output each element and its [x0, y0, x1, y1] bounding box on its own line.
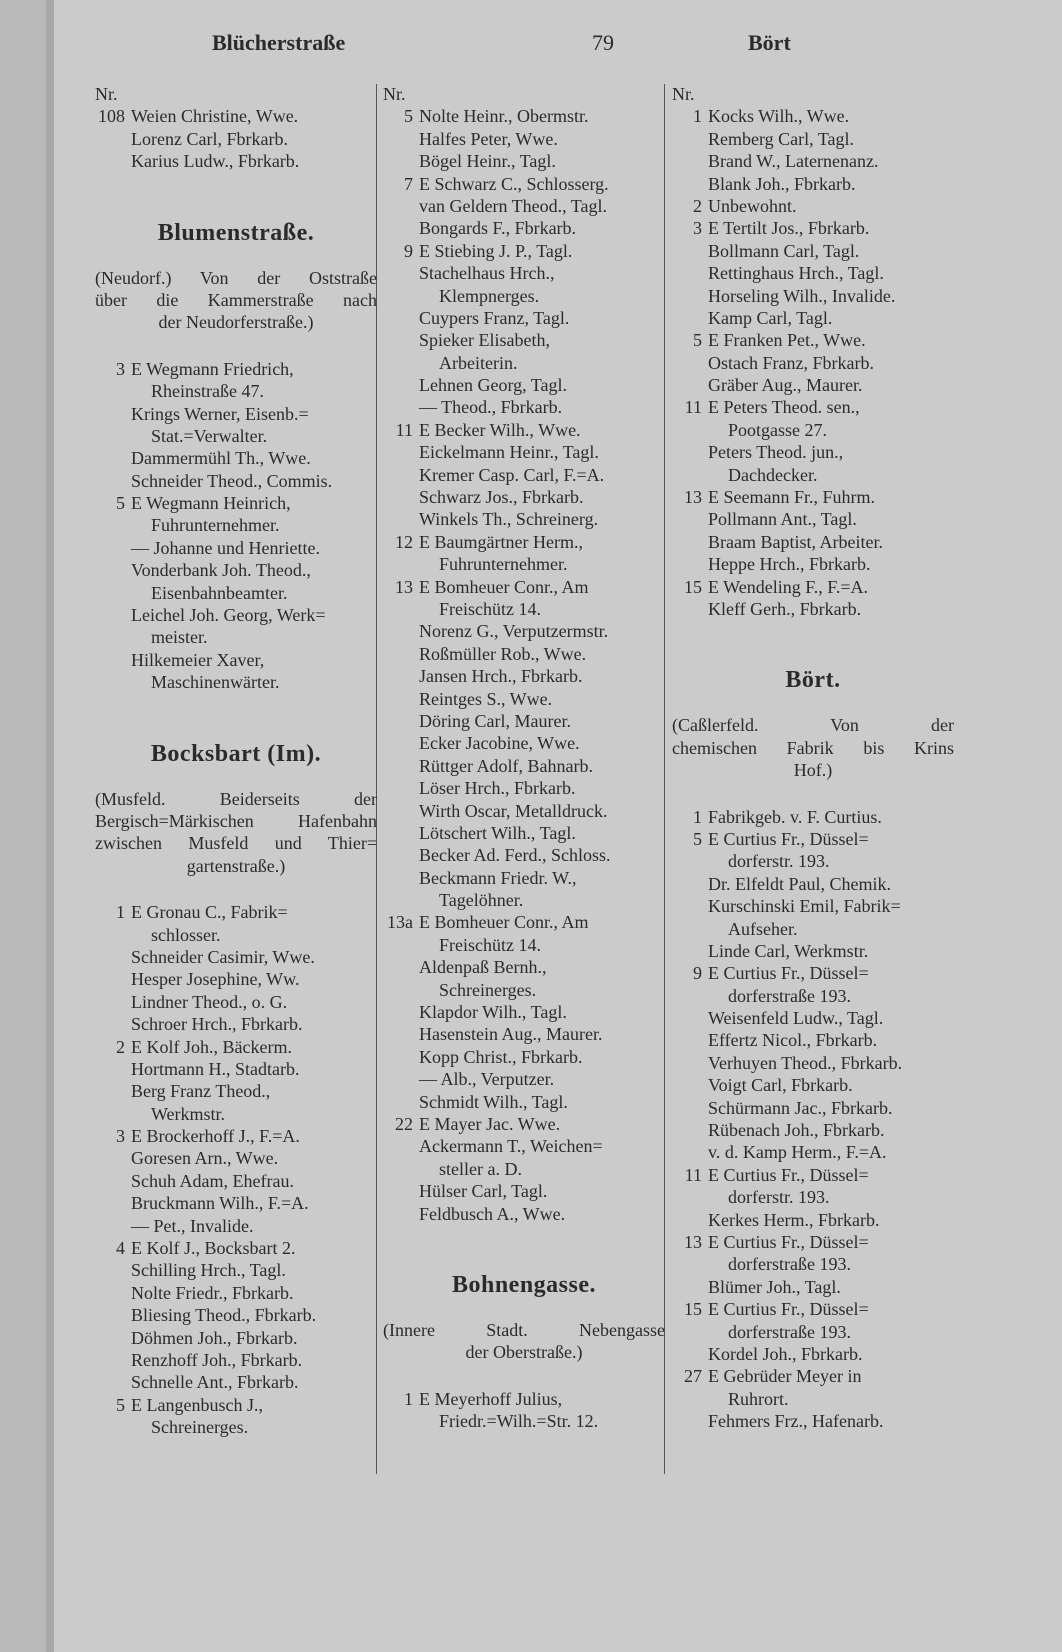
resident-entry: Rüttger Adolf, Bahnarb. — [419, 755, 593, 776]
resident-text: E Bomheuer Conr., Am — [419, 576, 589, 597]
continuation-line: dorferstraße 193. — [728, 1254, 851, 1275]
house-number: 11 — [684, 1164, 702, 1185]
house-entry — [672, 1231, 954, 1253]
resident-entry: Aldenpaß Bernh., — [419, 957, 547, 978]
resident-text: E Wendeling F., F.=A. — [708, 576, 868, 597]
page-edge — [46, 0, 54, 1652]
house-entry — [95, 1036, 377, 1058]
resident-entry: Pollmann Ant., Tagl. — [708, 509, 857, 530]
street-description — [95, 267, 377, 334]
resident-entry: Horseling Wilh., Invalide. — [708, 285, 896, 306]
house-entry — [383, 531, 665, 553]
house-entry — [672, 195, 954, 217]
resident-entry: — Pet., Invalide. — [131, 1215, 254, 1236]
house-number: 1 — [116, 902, 125, 923]
resident-entry: Gräber Aug., Maurer. — [708, 375, 863, 396]
house-entry — [672, 105, 954, 127]
house-entry — [383, 173, 665, 195]
house-number: 4 — [116, 1238, 125, 1259]
resident-entry: Kopp Christ., Fbrkarb. — [419, 1046, 583, 1067]
resident-entry: Voigt Carl, Fbrkarb. — [708, 1075, 853, 1096]
continuation-line: Rheinstraße 47. — [151, 381, 264, 402]
continuation-line: dorferstr. 193. — [728, 851, 830, 872]
house-entry — [672, 576, 954, 598]
house-entry — [383, 240, 665, 262]
column-label: Nr. — [95, 84, 118, 104]
house-number: 11 — [684, 397, 702, 418]
resident-text: Fabrikgeb. v. F. Curtius. — [708, 806, 882, 827]
continuation-line: Klempnerges. — [439, 285, 540, 306]
resident-text: E Gebrüder Meyer in — [708, 1366, 862, 1387]
house-number: 13a — [387, 912, 413, 933]
resident-entry: — Johanne und Henriette. — [131, 537, 320, 558]
house-number: 5 — [693, 828, 702, 849]
resident-entry: Bruckmann Wilh., F.=A. — [131, 1193, 309, 1214]
resident-entry: Leichel Joh. Georg, Werk= — [131, 605, 326, 626]
continuation-line: Eisenbahnbeamter. — [151, 582, 288, 603]
house-number: 1 — [693, 806, 702, 827]
resident-entry: Braam Baptist, Arbeiter. — [708, 531, 883, 552]
street-heading: Bohnengasse. — [451, 1271, 597, 1298]
continuation-line: Freischütz 14. — [439, 598, 541, 619]
street-description — [672, 714, 954, 781]
resident-text: E Wegmann Friedrich, — [131, 358, 294, 379]
continuation-line: Stat.=Verwalter. — [151, 425, 268, 446]
house-number: 2 — [693, 195, 702, 216]
resident-text: E Kolf J., Bocksbart 2. — [131, 1238, 296, 1259]
resident-entry: Fehmers Frz., Hafenarb. — [708, 1411, 884, 1432]
resident-entry: Bongards F., Fbrkarb. — [419, 218, 577, 239]
house-entry — [672, 396, 954, 418]
description-line: (Musfeld. Beiderseits der — [95, 788, 377, 809]
house-entry — [672, 486, 954, 508]
house-entry — [95, 105, 377, 127]
continuation-line: dorferstr. 193. — [728, 1187, 830, 1208]
street-description — [95, 788, 377, 878]
house-entry — [383, 1388, 665, 1410]
resident-entry: Linde Carl, Werkmstr. — [708, 940, 869, 961]
resident-entry: Hortmann H., Stadtarb. — [131, 1058, 300, 1079]
continuation-line: Friedr.=Wilh.=Str. 12. — [439, 1411, 599, 1432]
house-number: 5 — [693, 330, 702, 351]
resident-entry: Bollmann Carl, Tagl. — [708, 240, 860, 261]
resident-entry: Krings Werner, Eisenb.= — [131, 403, 309, 424]
house-number: 11 — [395, 419, 413, 440]
continuation-line: Werkmstr. — [151, 1103, 226, 1124]
description-line: (Neudorf.) Von der Oststraße — [95, 267, 377, 288]
column-2 — [383, 83, 665, 1432]
resident-entry: Stachelhaus Hrch., — [419, 263, 555, 284]
running-header-right: Bört — [748, 30, 791, 55]
house-entry — [383, 576, 665, 598]
resident-text: E Schwarz C., Schlosserg. — [419, 173, 609, 194]
house-entry — [672, 1365, 954, 1387]
house-number: 12 — [395, 531, 413, 552]
resident-entry: Lorenz Carl, Fbrkarb. — [131, 128, 288, 149]
resident-entry: Klapdor Wilh., Tagl. — [419, 1002, 567, 1023]
resident-entry: Nolte Friedr., Fbrkarb. — [131, 1282, 294, 1303]
resident-entry: v. d. Kamp Herm., F.=A. — [708, 1142, 887, 1163]
house-number: 5 — [404, 106, 413, 127]
resident-entry: Verhuyen Theod., Fbrkarb. — [708, 1052, 903, 1073]
resident-entry: Blümer Joh., Tagl. — [708, 1276, 841, 1297]
resident-entry: Brand W., Laternenanz. — [708, 151, 879, 172]
house-entry — [672, 806, 954, 828]
resident-entry: van Geldern Theod., Tagl. — [419, 195, 608, 216]
resident-text: E Peters Theod. sen., — [708, 397, 860, 418]
resident-entry: Kleff Gerh., Fbrkarb. — [708, 598, 862, 619]
resident-entry: Norenz G., Verputzermstr. — [419, 621, 609, 642]
house-entry — [383, 1113, 665, 1135]
running-header-left: Blücherstraße — [212, 30, 346, 55]
resident-entry: Effertz Nicol., Fbrkarb. — [708, 1030, 878, 1051]
house-number: 15 — [684, 576, 702, 597]
resident-text: E Seemann Fr., Fuhrm. — [708, 487, 875, 508]
house-number: 5 — [116, 1394, 125, 1415]
resident-entry: Spieker Elisabeth, — [419, 330, 550, 351]
column-label: Nr. — [672, 84, 695, 104]
house-number: 108 — [98, 106, 125, 127]
resident-entry: Schneider Casimir, Wwe. — [131, 946, 315, 967]
continuation-line: Fuhrunternehmer. — [439, 554, 568, 575]
resident-text: E Gronau C., Fabrik= — [131, 902, 288, 923]
resident-text: E Meyerhoff Julius, — [419, 1388, 563, 1409]
resident-text: E Stiebing J. P., Tagl. — [419, 240, 573, 261]
resident-entry: Halfes Peter, Wwe. — [419, 128, 558, 149]
resident-entry: Weisenfeld Ludw., Tagl. — [708, 1008, 884, 1029]
resident-text: E Mayer Jac. Wwe. — [419, 1113, 561, 1134]
house-number: 3 — [116, 358, 125, 379]
house-number: 3 — [116, 1126, 125, 1147]
resident-entry: Kordel Joh., Fbrkarb. — [708, 1343, 863, 1364]
resident-entry: — Alb., Verputzer. — [419, 1069, 555, 1090]
resident-entry: Remberg Carl, Tagl. — [708, 128, 855, 149]
resident-text: E Langenbusch J., — [131, 1394, 263, 1415]
resident-entry: Berg Franz Theod., — [131, 1081, 271, 1102]
resident-entry: Bliesing Theod., Fbrkarb. — [131, 1305, 317, 1326]
house-number: 9 — [404, 240, 413, 261]
house-number: 7 — [404, 173, 413, 194]
continuation-line: meister. — [151, 627, 208, 648]
continuation-line: schlosser. — [151, 924, 221, 945]
description-line: der Oberstraße.) — [465, 1342, 583, 1363]
column-1 — [95, 83, 377, 1439]
resident-entry: Rübenach Joh., Fbrkarb. — [708, 1120, 885, 1141]
house-entry — [95, 1237, 377, 1259]
page-number: 79 — [592, 30, 614, 55]
continuation-line: Dachdecker. — [728, 464, 818, 485]
resident-entry: Beckmann Friedr. W., — [419, 867, 577, 888]
resident-entry: Hesper Josephine, Ww. — [131, 969, 300, 990]
house-number: 2 — [116, 1036, 125, 1057]
resident-text: E Franken Pet., Wwe. — [708, 330, 866, 351]
resident-entry: Becker Ad. Ferd., Schloss. — [419, 845, 611, 866]
continuation-line: Aufseher. — [728, 918, 798, 939]
continuation-line: Fuhrunternehmer. — [151, 515, 280, 536]
resident-entry: Schneider Theod., Commis. — [131, 470, 333, 491]
house-number: 15 — [684, 1299, 702, 1320]
resident-entry: Winkels Th., Schreinerg. — [419, 509, 599, 530]
resident-entry: Kamp Carl, Tagl. — [708, 307, 833, 328]
house-number: 9 — [693, 963, 702, 984]
continuation-line: Schreinerges. — [439, 979, 537, 1000]
resident-entry: Dr. Elfeldt Paul, Chemik. — [708, 873, 891, 894]
resident-entry: Goresen Arn., Wwe. — [131, 1148, 279, 1169]
house-number: 1 — [404, 1388, 413, 1409]
street-heading: Bört. — [785, 667, 841, 694]
resident-text: E Bomheuer Conr., Am — [419, 912, 589, 933]
description-line: (Caßlerfeld. Von der — [672, 715, 954, 736]
resident-entry: Kurschinski Emil, Fabrik= — [708, 896, 901, 917]
description-line: zwischen Musfeld und Thier= — [95, 833, 377, 854]
resident-text: E Curtius Fr., Düssel= — [708, 1231, 869, 1252]
resident-entry: Karius Ludw., Fbrkarb. — [131, 151, 300, 172]
continuation-line: steller a. D. — [439, 1158, 522, 1179]
house-number: 27 — [684, 1366, 702, 1387]
continuation-line: Ruhrort. — [728, 1388, 789, 1409]
house-number: 13 — [684, 487, 702, 508]
resident-entry: Schroer Hrch., Fbrkarb. — [131, 1014, 303, 1035]
resident-text: E Baumgärtner Herm., — [419, 531, 583, 552]
house-entry — [95, 492, 377, 514]
resident-entry: Peters Theod. jun., — [708, 442, 844, 463]
continuation-line: Schreinerges. — [151, 1417, 249, 1438]
resident-entry: Hülser Carl, Tagl. — [419, 1181, 548, 1202]
resident-text: Kocks Wilh., Wwe. — [708, 106, 850, 127]
resident-entry: Hilkemeier Xaver, — [131, 649, 265, 670]
house-number: 3 — [693, 218, 702, 239]
house-entry — [383, 419, 665, 441]
continuation-line: Maschinenwärter. — [151, 672, 280, 693]
resident-entry: Ostach Franz, Fbrkarb. — [708, 352, 874, 373]
resident-entry: Dammermühl Th., Wwe. — [131, 448, 311, 469]
resident-entry: Renzhoff Joh., Fbrkarb. — [131, 1349, 303, 1370]
house-entry — [95, 358, 377, 380]
resident-entry: Hasenstein Aug., Maurer. — [419, 1024, 603, 1045]
resident-entry: Lötschert Wilh., Tagl. — [419, 822, 576, 843]
continuation-line: Freischütz 14. — [439, 934, 541, 955]
house-entry — [95, 1394, 377, 1416]
resident-entry: Heppe Hrch., Fbrkarb. — [708, 554, 871, 575]
resident-entry: Feldbusch A., Wwe. — [419, 1203, 566, 1224]
resident-entry: Eickelmann Heinr., Tagl. — [419, 442, 599, 463]
resident-entry: Schuh Adam, Ehefrau. — [131, 1170, 294, 1191]
resident-entry: Reintges S., Wwe. — [419, 688, 553, 709]
resident-entry: Löser Hrch., Fbrkarb. — [419, 778, 576, 799]
resident-entry: Wirth Oscar, Metalldruck. — [419, 800, 608, 821]
description-line: gartenstraße.) — [186, 855, 286, 876]
house-number: 5 — [116, 493, 125, 514]
resident-entry: — Theod., Fbrkarb. — [419, 397, 563, 418]
resident-entry: Schnelle Ant., Fbrkarb. — [131, 1372, 299, 1393]
resident-text: Unbewohnt. — [708, 195, 797, 216]
resident-text: E Kolf Joh., Bäckerm. — [131, 1036, 292, 1057]
resident-entry: Schürmann Jac., Fbrkarb. — [708, 1097, 893, 1118]
house-number: 13 — [395, 576, 413, 597]
house-entry — [672, 1298, 954, 1320]
description-line: über die Kammerstraße nach — [95, 289, 377, 310]
description-line: chemischen Fabrik bis Krins — [672, 737, 954, 758]
house-number: 22 — [395, 1113, 413, 1134]
house-entry — [383, 105, 665, 127]
house-entry — [672, 217, 954, 239]
resident-entry: Cuypers Franz, Tagl. — [419, 307, 570, 328]
continuation-line: Pootgasse 27. — [728, 419, 827, 440]
continuation-line: Arbeiterin. — [439, 352, 518, 373]
house-entry — [95, 1125, 377, 1147]
column-label: Nr. — [383, 84, 406, 104]
resident-text: E Curtius Fr., Düssel= — [708, 1164, 869, 1185]
resident-text: Weien Christine, Wwe. — [131, 106, 299, 127]
resident-entry: Rettinghaus Hrch., Tagl. — [708, 263, 884, 284]
resident-entry: Schmidt Wilh., Tagl. — [419, 1091, 568, 1112]
description-line: Bergisch=Märkischen Hafenbahn — [95, 810, 377, 831]
resident-entry: Lindner Theod., o. G. — [131, 991, 288, 1012]
column-3 — [672, 83, 954, 1432]
house-entry — [95, 901, 377, 923]
resident-text: Nolte Heinr., Obermstr. — [419, 106, 589, 127]
house-entry — [672, 329, 954, 351]
resident-entry: Ecker Jacobine, Wwe. — [419, 733, 580, 754]
description-line: der Neudorferstraße.) — [158, 312, 314, 333]
house-entry — [383, 911, 665, 933]
continuation-line: Tagelöhner. — [439, 890, 524, 911]
resident-text: E Becker Wilh., Wwe. — [419, 419, 581, 440]
house-number: 13 — [684, 1231, 702, 1252]
resident-entry: Lehnen Georg, Tagl. — [419, 375, 568, 396]
house-number: 1 — [693, 106, 702, 127]
resident-entry: Jansen Hrch., Fbrkarb. — [419, 666, 583, 687]
resident-entry: Kerkes Herm., Fbrkarb. — [708, 1209, 880, 1230]
resident-entry: Schwarz Jos., Fbrkarb. — [419, 487, 584, 508]
resident-entry: Roßmüller Rob., Wwe. — [419, 643, 587, 664]
resident-text: E Curtius Fr., Düssel= — [708, 828, 869, 849]
resident-entry: Schilling Hrch., Tagl. — [131, 1260, 286, 1281]
continuation-line: dorferstraße 193. — [728, 1321, 851, 1342]
resident-text: E Curtius Fr., Düssel= — [708, 963, 869, 984]
resident-entry: Ackermann T., Weichen= — [419, 1136, 603, 1157]
resident-entry: Blank Joh., Fbrkarb. — [708, 173, 856, 194]
description-line: Hof.) — [793, 760, 833, 781]
resident-entry: Döring Carl, Maurer. — [419, 710, 571, 731]
resident-text: E Brockerhoff J., F.=A. — [131, 1126, 300, 1147]
house-entry — [672, 1164, 954, 1186]
house-entry — [672, 962, 954, 984]
resident-entry: Döhmen Joh., Fbrkarb. — [131, 1327, 298, 1348]
house-entry — [672, 828, 954, 850]
resident-text: E Tertilt Jos., Fbrkarb. — [708, 218, 870, 239]
continuation-line: dorferstraße 193. — [728, 985, 851, 1006]
resident-entry: Bögel Heinr., Tagl. — [419, 151, 556, 172]
street-heading: Bocksbart (Im). — [150, 740, 322, 767]
resident-entry: Kremer Casp. Carl, F.=A. — [419, 464, 605, 485]
street-description — [383, 1319, 665, 1364]
resident-text: E Curtius Fr., Düssel= — [708, 1299, 869, 1320]
resident-entry: Vonderbank Joh. Theod., — [131, 560, 311, 581]
description-line: (Innere Stadt. Nebengasse — [383, 1319, 665, 1340]
resident-text: E Wegmann Heinrich, — [131, 493, 291, 514]
street-heading: Blumenstraße. — [157, 219, 315, 246]
